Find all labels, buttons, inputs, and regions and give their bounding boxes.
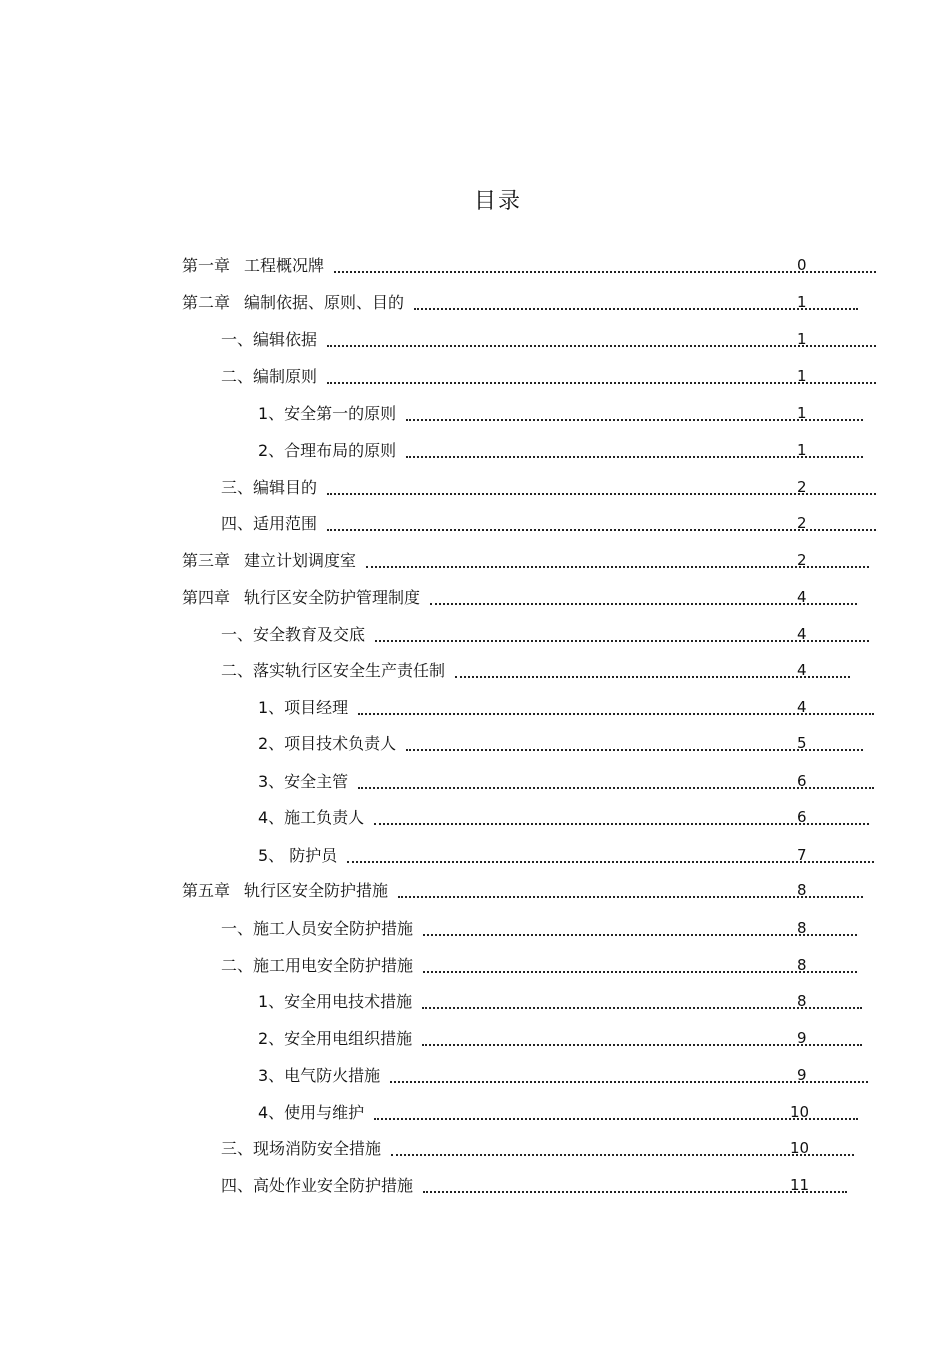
toc-dot-leader (374, 1103, 858, 1123)
toc-entry-label (258, 698, 358, 718)
toc-dot-leader (327, 514, 876, 534)
toc-dot-leader (406, 734, 863, 754)
toc-entry-text: 四、适用范围 (221, 514, 318, 533)
toc-entry[interactable] (258, 1062, 868, 1086)
toc-entry-text: 轨行区安全防护措施 (244, 881, 389, 900)
toc-dot-leader (423, 919, 857, 939)
toc-chapter-number: 第三章 (182, 551, 231, 570)
toc-entry-text: 2、合理布局的原则 (258, 441, 397, 460)
toc-dot-leader (414, 293, 858, 313)
toc-page-number: 8 (797, 919, 807, 937)
toc-entry[interactable] (258, 694, 874, 718)
toc-dot-leader (423, 1176, 847, 1196)
toc-dot-leader (374, 808, 869, 828)
toc-dot-leader (391, 1139, 854, 1159)
toc-page-number: 11 (790, 1176, 810, 1194)
toc-entry-text: 工程概况牌 (244, 256, 325, 275)
toc-page-number: 1 (797, 441, 807, 459)
toc-entry[interactable] (182, 252, 876, 276)
toc-entry-label (258, 772, 358, 792)
toc-entry-label (221, 956, 423, 976)
toc-page-number: 6 (797, 772, 807, 790)
toc-page-number: 9 (797, 1066, 807, 1084)
toc-page-number: 8 (797, 992, 807, 1010)
toc-entry[interactable] (221, 657, 850, 681)
toc-entry-text: 一、施工人员安全防护措施 (221, 919, 414, 938)
toc-entry-label (221, 1139, 391, 1159)
toc-entry-text: 建立计划调度室 (244, 551, 357, 570)
toc-entry-text: 一、编辑依据 (221, 330, 318, 349)
toc-entry-text: 4、使用与维护 (258, 1103, 365, 1122)
toc-entry-label (221, 330, 327, 350)
toc-entry-label (221, 625, 375, 645)
toc-entry-text: 轨行区安全防护管理制度 (244, 588, 421, 607)
toc-entry[interactable] (221, 952, 857, 976)
toc-dot-leader (347, 846, 874, 866)
toc-entry[interactable] (258, 400, 863, 424)
toc-page-number: 8 (797, 956, 807, 974)
toc-entry[interactable] (258, 768, 874, 792)
toc-entry-label (182, 551, 366, 571)
toc-entry-label (221, 478, 327, 498)
toc-entry-text: 二、编制原则 (221, 367, 318, 386)
toc-entry-text: 2、项目技术负责人 (258, 734, 397, 753)
toc-entry-text: 2、安全用电组织措施 (258, 1029, 413, 1048)
toc-page-number: 8 (797, 881, 807, 899)
toc-page-number: 2 (797, 478, 807, 496)
toc-entry-label (258, 734, 406, 754)
toc-entry[interactable] (182, 877, 863, 901)
toc-dot-leader (327, 330, 876, 350)
toc-entry-label (182, 881, 398, 901)
toc-page-number: 4 (797, 661, 807, 679)
toc-entry-label (258, 404, 406, 424)
toc-dot-leader (455, 661, 850, 681)
toc-entry[interactable] (258, 842, 874, 866)
toc-entry[interactable] (258, 804, 869, 828)
toc-page-number: 10 (790, 1103, 810, 1121)
toc-entry[interactable] (258, 1025, 862, 1049)
page-title: 目录 (473, 189, 522, 214)
toc-entry-label (182, 588, 430, 608)
toc-entry[interactable] (258, 988, 862, 1012)
toc-entry-label (258, 1029, 422, 1049)
toc-page-number: 7 (797, 846, 807, 864)
toc-dot-leader (375, 625, 869, 645)
toc-entry-text: 3、电气防火措施 (258, 1066, 381, 1085)
toc-chapter-number: 第二章 (182, 293, 231, 312)
toc-entry[interactable] (221, 326, 876, 350)
toc-entry-label (258, 992, 422, 1012)
toc-page-number: 10 (790, 1139, 810, 1157)
toc-dot-leader (406, 404, 863, 424)
toc-dot-leader (406, 441, 863, 461)
toc-entry-label (221, 514, 327, 534)
toc-entry[interactable] (182, 584, 857, 608)
toc-entry[interactable] (221, 1172, 847, 1196)
toc-entry[interactable] (258, 437, 863, 461)
toc-entry-label (258, 846, 347, 866)
toc-entry[interactable] (258, 730, 863, 754)
toc-entry-label (221, 1176, 423, 1196)
toc-chapter-number: 第五章 (182, 881, 231, 900)
toc-page-number: 4 (797, 588, 807, 606)
toc-dot-leader (430, 588, 857, 608)
toc-entry[interactable] (221, 363, 876, 387)
toc-entry-text: 四、高处作业安全防护措施 (221, 1176, 414, 1195)
toc-dot-leader (423, 956, 857, 976)
toc-entry-text: 一、安全教育及交底 (221, 625, 366, 644)
toc-entry-label (182, 256, 334, 276)
toc-dot-leader (398, 881, 863, 901)
toc-chapter-number: 第一章 (182, 256, 231, 275)
toc-entry[interactable] (182, 547, 869, 571)
toc-page-number: 0 (797, 256, 807, 274)
toc-entry-text: 编制依据、原则、目的 (244, 293, 405, 312)
toc-page-number: 6 (797, 808, 807, 826)
toc-entry[interactable] (182, 289, 858, 313)
toc-dot-leader (366, 551, 869, 571)
toc-entry[interactable] (221, 1135, 854, 1159)
toc-entry-label (258, 1066, 390, 1086)
toc-entry-text: 三、编辑目的 (221, 478, 318, 497)
toc-page-number: 2 (797, 514, 807, 532)
toc-entry-text: 二、施工用电安全防护措施 (221, 956, 414, 975)
toc-entry-label (258, 441, 406, 461)
toc-entry-text: 三、现场消防安全措施 (221, 1139, 382, 1158)
toc-entry[interactable] (221, 510, 876, 534)
toc-entry-label (221, 367, 327, 387)
toc-page-number: 1 (797, 330, 807, 348)
toc-entry-label (221, 661, 455, 681)
toc-dot-leader (327, 478, 876, 498)
toc-chapter-number: 第四章 (182, 588, 231, 607)
toc-page-number: 1 (797, 404, 807, 422)
toc-entry[interactable] (221, 621, 869, 645)
toc-entry-text: 3、安全主管 (258, 772, 349, 791)
toc-entry-text: 1、安全用电技术措施 (258, 992, 413, 1011)
toc-page-number: 4 (797, 625, 807, 643)
toc-entry[interactable] (221, 915, 857, 939)
toc-entry-text: 4、施工负责人 (258, 808, 365, 827)
toc-entry-text: 1、安全第一的原则 (258, 404, 397, 423)
toc-page-number: 1 (797, 293, 807, 311)
toc-page-number: 1 (797, 367, 807, 385)
toc-page-number: 2 (797, 551, 807, 569)
toc-page-number: 9 (797, 1029, 807, 1047)
toc-entry[interactable] (221, 474, 876, 498)
toc-entry-text: 二、落实轨行区安全生产责任制 (221, 661, 446, 680)
toc-entry-label (258, 808, 374, 828)
toc-entry-text: 5、 防护员 (258, 846, 338, 865)
toc-page-number: 5 (797, 734, 807, 752)
toc-page-number: 4 (797, 698, 807, 716)
toc-dot-leader (327, 367, 876, 387)
toc-entry-label (221, 919, 423, 939)
toc-entry-label (258, 1103, 374, 1123)
toc-dot-leader (334, 256, 876, 276)
toc-entry-label (182, 293, 414, 313)
toc-entry[interactable] (258, 1099, 858, 1123)
toc-entry-text: 1、项目经理 (258, 698, 349, 717)
